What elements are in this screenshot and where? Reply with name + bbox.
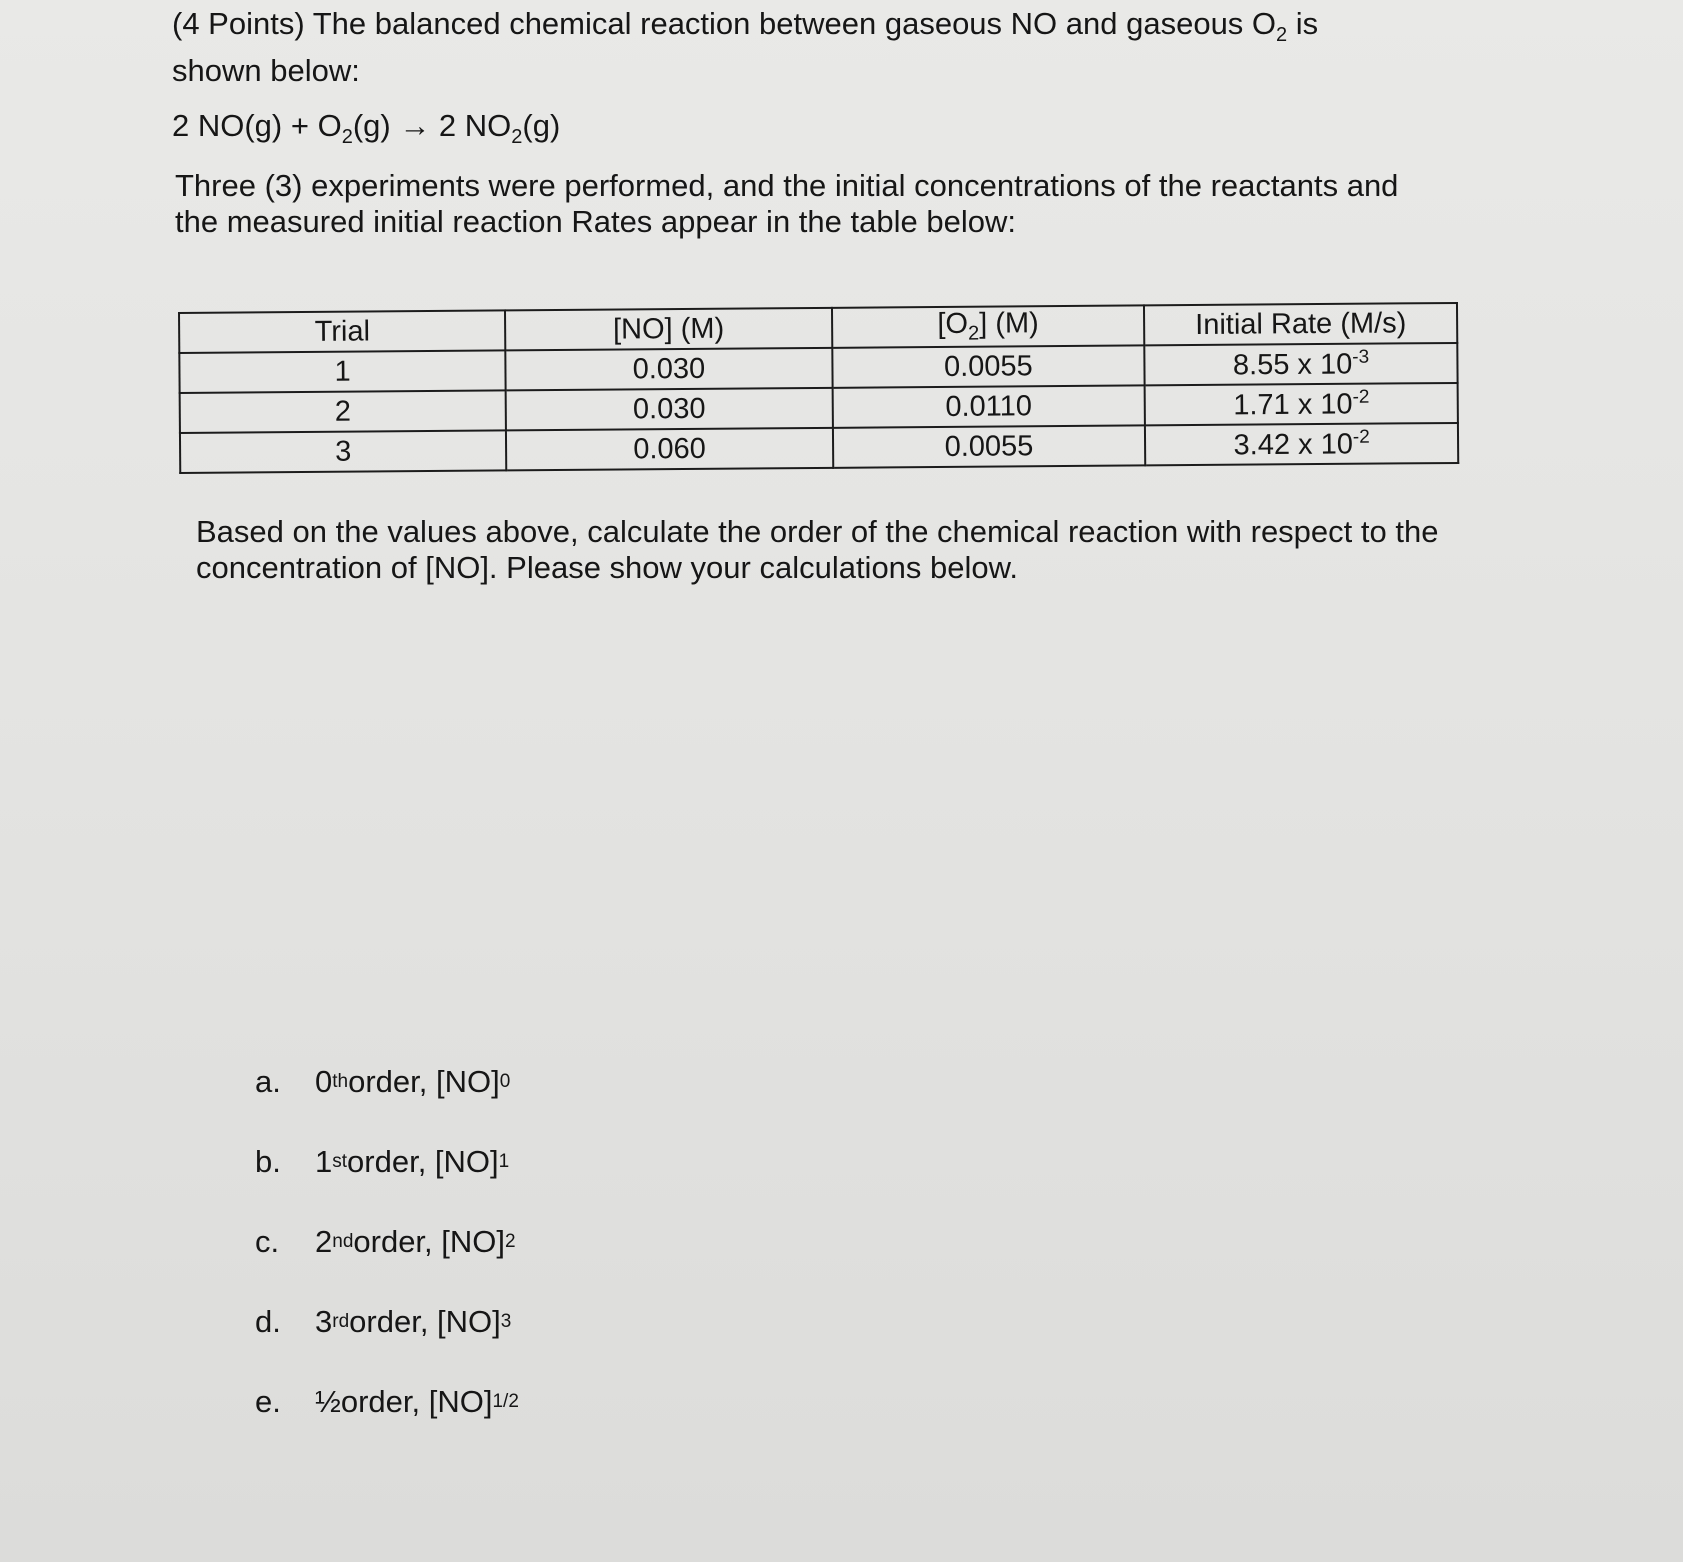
intro-text: (4 Points) The balanced chemical reaction between gaseous NO and gaseous $O_2$ is shown below:: [172, 6, 1319, 89]
question-text: Based on the values above, calculate the order of the chemical reaction with respect to the concentration of [NO]. Please show your calculations below.: [196, 514, 1439, 585]
option-d[interactable]: d. 3 rd order, [NO] 3: [255, 1304, 512, 1339]
cell-o2: 0.0055: [833, 425, 1146, 467]
header-o2: $[O_2]$ (M): [832, 305, 1145, 347]
rate-data-table: [178, 302, 1459, 474]
cell-no: 0.030: [506, 348, 833, 391]
cell-no: 0.030: [506, 388, 833, 431]
cell-trial: 1: [179, 350, 506, 393]
option-a[interactable]: a. 0 th order, [NO] 0: [255, 1064, 511, 1099]
answer-options: [255, 1042, 519, 1442]
cell-trial: 3: [180, 430, 507, 473]
cell-trial: 2: [180, 390, 507, 433]
cell-rate: 3.42 x $10^{-2}$: [1145, 423, 1458, 465]
option-c[interactable]: c. 2 nd order, [NO] 2: [255, 1224, 516, 1259]
header-trial: Trial: [179, 310, 506, 353]
experiments-text: Three (3) experiments were performed, and the initial concentrations of the reactants and the measured initial reaction Rates appear in the table below:: [175, 168, 1399, 239]
chemical-equation: 2 $NO(g) + O_2(g) \to 2$ $NO_2(g)$: [172, 108, 561, 149]
header-rate: Initial Rate (M/s): [1144, 303, 1457, 345]
option-b[interactable]: b. 1 st order, [NO] 1: [255, 1144, 510, 1179]
cell-rate: 1.71 x $10^{-2}$: [1145, 383, 1458, 425]
cell-o2: 0.0110: [832, 385, 1145, 427]
header-no: [NO] (M): [505, 308, 832, 351]
cell-no: 0.060: [506, 428, 833, 471]
cell-rate: 8.55 x $10^{-3}$: [1145, 343, 1458, 385]
cell-o2: 0.0055: [832, 345, 1145, 387]
option-e[interactable]: e. ½ order, [NO] 1/2: [255, 1384, 519, 1419]
